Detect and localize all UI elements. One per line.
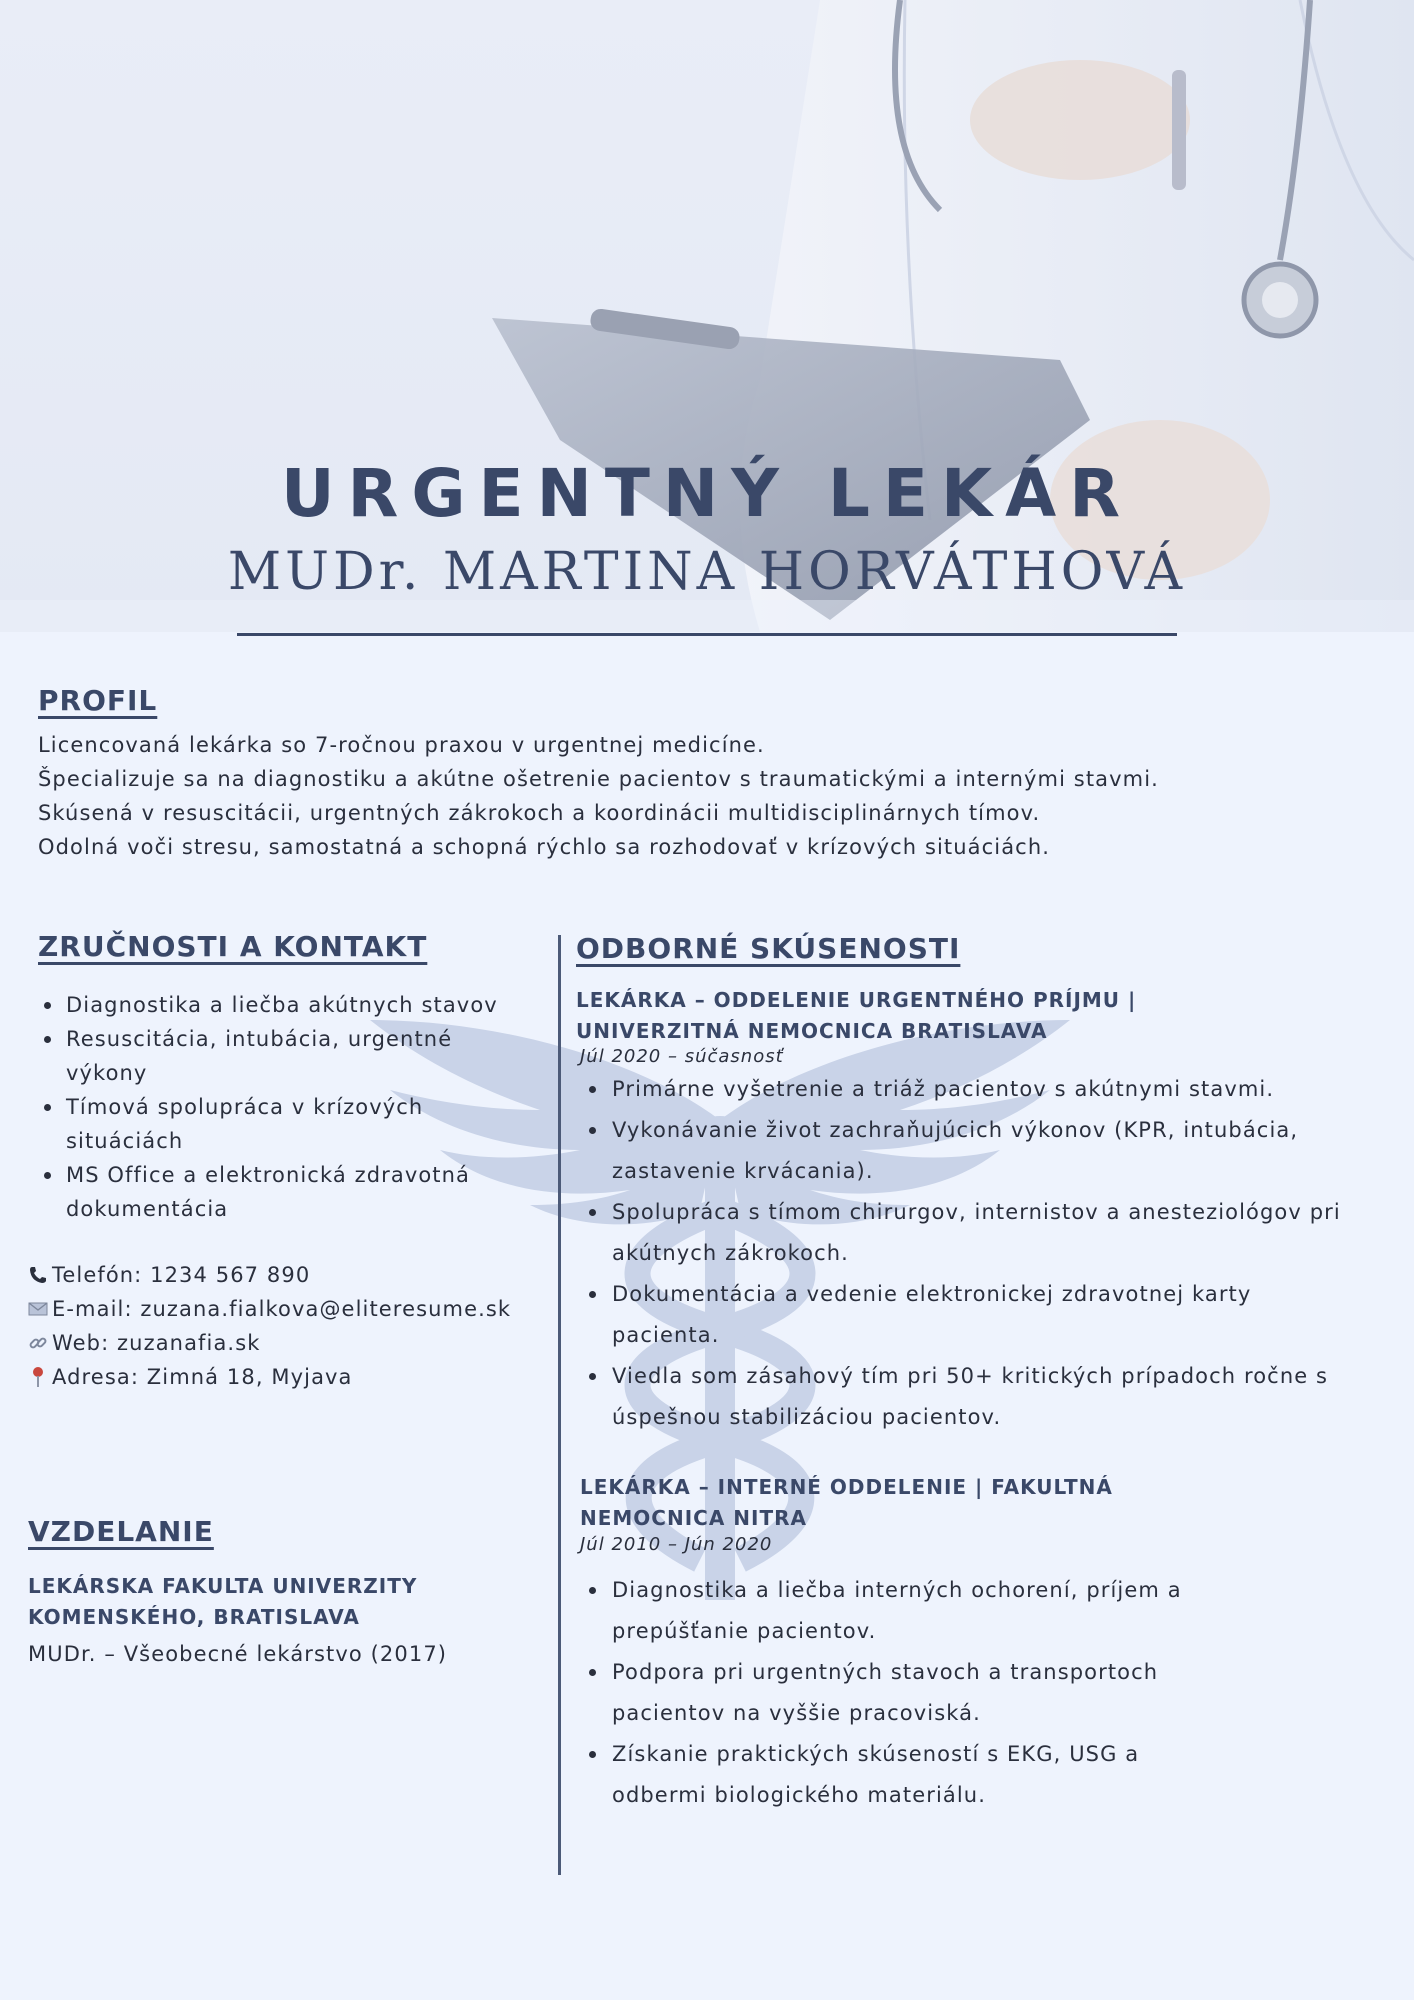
- candidate-name: MUDr. MARTINA HORVÁTHOVÁ: [227, 542, 1187, 602]
- address-text: Adresa: Zimná 18, Myjava: [52, 1365, 353, 1389]
- list-item: Primárne vyšetrenie a triáž pacientov s akútnymi stavmi.: [581, 1069, 1341, 1110]
- job-title: LEKÁRKA – INTERNÉ ODDELENIE | FAKULTNÁ NEMOCNICA NITRA: [580, 1475, 1113, 1530]
- contact-address: [26, 1360, 526, 1394]
- list-item: Dokumentácia a vedenie elektronickej zdravotnej karty pacienta.: [581, 1274, 1341, 1356]
- phone-text: Telefón: 1234 567 890: [52, 1263, 311, 1287]
- list-item: Resuscitácia, intubácia, urgentné výkony: [38, 1022, 508, 1090]
- web-link[interactable]: Web: zuzanafia.sk: [52, 1331, 261, 1355]
- list-item: Vykonávanie život zachraňujúcich výkonov (KPR, intubácia, zastavenie krvácania).: [581, 1110, 1341, 1192]
- contact-email: [26, 1292, 526, 1326]
- education-degree: MUDr. – Všeobecné lekárstvo (2017): [28, 1642, 448, 1666]
- job-duties-list: [581, 1069, 1341, 1438]
- list-item: Tímová spolupráca v krízových situáciách: [38, 1090, 508, 1158]
- profile-line: Licencovaná lekárka so 7-ročnou praxou v urgentnej medicíne.: [38, 733, 765, 757]
- list-item: Získanie praktických skúseností s EKG, USG a odbermi biologického materiálu.: [581, 1734, 1241, 1816]
- job-title: LEKÁRKA – ODDELENIE URGENTNÉHO PRÍJMU | UNIVERZITNÁ NEMOCNICA BRATISLAVA: [576, 988, 1137, 1043]
- list-item: Spolupráca s tímom chirurgov, internistov a anesteziológov pri akútnych zákrokoch.: [581, 1192, 1341, 1274]
- contact-web: [26, 1326, 526, 1360]
- experience-heading: ODBORNÉ SKÚSENOSTI: [576, 932, 961, 965]
- pin-icon: [26, 1365, 50, 1389]
- skills-heading: ZRUČNOSTI A KONTAKT: [38, 930, 428, 963]
- list-item: Diagnostika a liečba interných ochorení, príjem a prepúšťanie pacientov.: [581, 1570, 1241, 1652]
- profile-line: Skúsená v resuscitácii, urgentných zákrokoch a koordinácii multidisciplinárnych tímov.: [38, 801, 1041, 825]
- list-item: Podpora pri urgentných stavoch a transportoch pacientov na vyššie pracoviská.: [581, 1652, 1241, 1734]
- profile-summary: [38, 728, 1378, 864]
- contact-block: [26, 1258, 526, 1394]
- list-item: Diagnostika a liečba akútnych stavov: [38, 988, 508, 1022]
- email-icon: [26, 1297, 50, 1321]
- job-date: Júl 2010 – Jún 2020: [580, 1534, 773, 1555]
- doctor-photo-illustration: [0, 0, 1414, 632]
- header-divider: [237, 633, 1177, 636]
- header-banner: [0, 0, 1414, 632]
- profile-heading: PROFIL: [38, 684, 158, 717]
- email-link[interactable]: E-mail: zuzana.fialkova@eliteresume.sk: [52, 1297, 512, 1321]
- profile-line: Špecializuje sa na diagnostiku a akútne ošetrenie pacientov s traumatickými a internými stavmi.: [38, 767, 1159, 791]
- column-divider: [558, 935, 561, 1875]
- list-item: Viedla som zásahový tím pri 50+ kritických prípadoch ročne s úspešnou stabilizáciou pacientov.: [581, 1356, 1341, 1438]
- profile-line: Odolná voči stresu, samostatná a schopná rýchlo sa rozhodovať v krízových situáciách.: [38, 835, 1051, 859]
- job-duties-list: [581, 1570, 1241, 1816]
- contact-phone: [26, 1258, 526, 1292]
- skills-list: [38, 988, 508, 1226]
- link-icon: [26, 1331, 50, 1355]
- list-item: MS Office a elektronická zdravotná dokumentácia: [38, 1158, 508, 1226]
- education-school: LEKÁRSKA FAKULTA UNIVERZITY KOMENSKÉHO, BRATISLAVA: [28, 1574, 418, 1629]
- education-heading: VZDELANIE: [28, 1515, 214, 1548]
- job-date: Júl 2020 – súčasnosť: [580, 1046, 784, 1067]
- job-title-heading: URGENTNÝ LEKÁR: [280, 455, 1134, 532]
- phone-icon: [26, 1263, 50, 1287]
